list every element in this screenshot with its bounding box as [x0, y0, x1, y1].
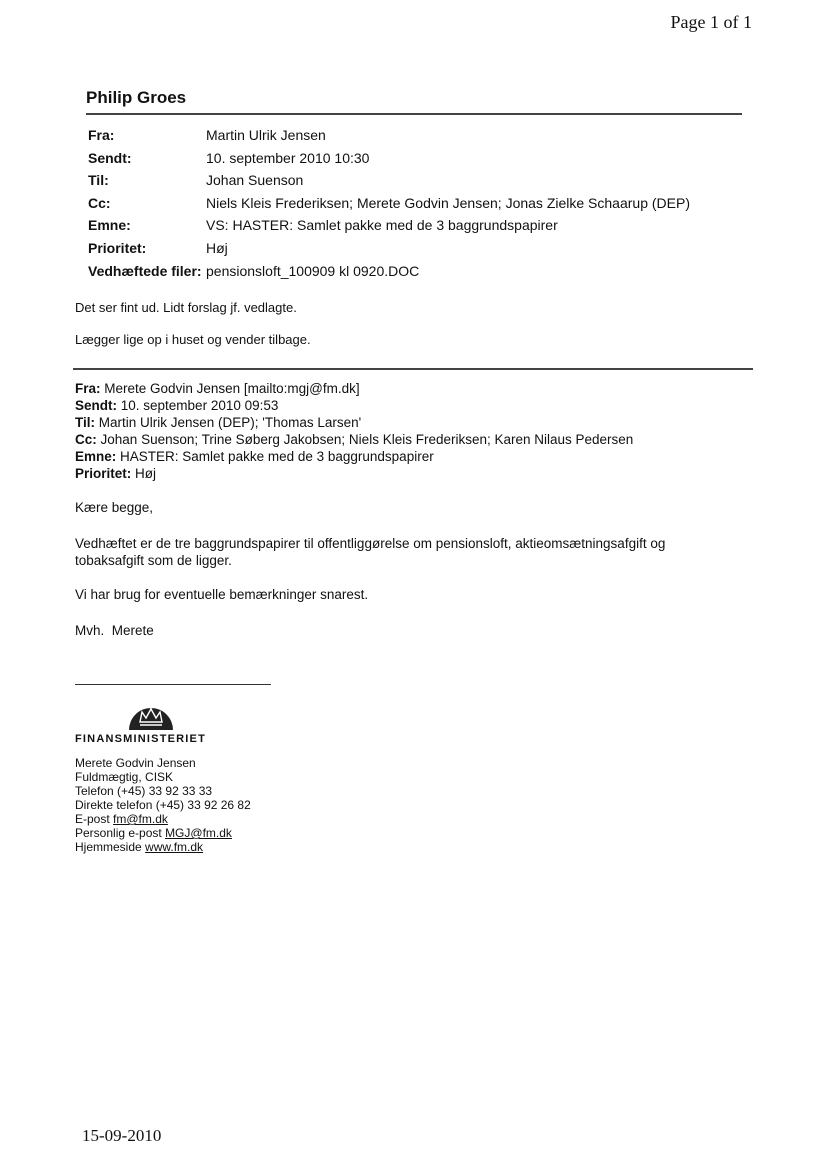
email-header	[88, 124, 690, 282]
forwarded-label: Sendt:	[75, 398, 117, 413]
forwarded-row-sent	[75, 397, 633, 414]
signature-title: Fuldmægtig, CISK	[75, 770, 174, 784]
header-value: Niels Kleis Frederiksen; Merete Godvin Jensen; Jonas Zielke Schaarup (DEP)	[206, 194, 690, 211]
forwarded-label: Cc:	[75, 432, 97, 447]
message-body-line: Lægger lige op i huset og vender tilbage.	[75, 332, 311, 347]
header-row-priority	[88, 237, 690, 260]
ministry-logo-text: FINANSMINISTERIET	[75, 733, 207, 745]
forwarded-request: Vi har brug for eventuelle bemærkninger snarest.	[75, 587, 369, 602]
header-label: Til:	[88, 172, 109, 189]
signature-direct-phone: Direkte telefon (+45) 33 92 26 82	[75, 798, 251, 812]
header-row-to	[88, 169, 690, 192]
header-label: Cc:	[88, 194, 111, 211]
forwarded-value: Johan Suenson; Trine Søberg Jakobsen; Niels Kleis Frederiksen; Karen Nilaus Pedersen	[100, 432, 634, 447]
website-link[interactable]: www.fm.dk	[145, 840, 204, 854]
message-body-line: Det ser fint ud. Lidt forslag jf. vedlagte.	[75, 300, 297, 315]
forwarded-label: Til:	[75, 415, 95, 430]
forwarded-greeting: Kære begge,	[75, 500, 154, 515]
signature-personal-email-row	[75, 826, 251, 840]
forwarded-label: Emne:	[75, 449, 117, 464]
header-value: 10. september 2010 10:30	[206, 149, 370, 166]
header-label: Vedhæftede filer:	[88, 262, 202, 279]
header-label: Fra:	[88, 127, 115, 143]
forward-divider	[73, 368, 753, 370]
sender-name: Philip Groes	[86, 88, 187, 107]
signature-contact	[75, 756, 251, 854]
email-link[interactable]: fm@fm.dk	[113, 812, 168, 826]
header-label: Prioritet:	[88, 239, 147, 256]
forwarded-value: 10. september 2010 09:53	[120, 398, 279, 413]
forwarded-value: Merete Godvin Jensen [mailto:mgj@fm.dk]	[104, 381, 360, 396]
personal-email-label: Personlig e-post	[75, 826, 162, 840]
header-divider	[86, 113, 742, 115]
header-row-from	[88, 124, 690, 147]
header-row-subject	[88, 214, 690, 237]
attachment-file: pensionsloft_100909 kl 0920.DOC	[206, 262, 420, 279]
personal-email-link[interactable]: MGJ@fm.dk	[165, 826, 232, 840]
signature-divider	[75, 684, 271, 685]
crown-icon	[120, 700, 182, 735]
forwarded-paragraph: Vedhæftet er de tre baggrundspapirer til offentliggørelse om pensionsloft, aktieomsætningsafgift og tobaksafgift som de ligger.	[75, 536, 666, 568]
header-value: Martin Ulrik Jensen	[206, 127, 326, 143]
header-row-attachments	[88, 260, 690, 283]
forwarded-row-cc	[75, 431, 633, 448]
header-label: Sendt:	[88, 149, 132, 166]
forwarded-row-to	[75, 414, 633, 431]
signature-phone: Telefon (+45) 33 92 33 33	[75, 784, 213, 798]
signature-email-row	[75, 812, 251, 826]
forwarded-value: HASTER: Samlet pakke med de 3 baggrundspapirer	[120, 449, 434, 464]
forwarded-row-priority	[75, 465, 633, 482]
page-number: Page 1 of 1	[670, 12, 752, 32]
forwarded-row-from	[75, 380, 633, 397]
forwarded-value: Martin Ulrik Jensen (DEP); 'Thomas Larsen'	[98, 415, 362, 430]
forwarded-header	[75, 380, 633, 482]
forwarded-signoff: Mvh. Merete	[75, 623, 154, 638]
signature-website-row	[75, 840, 251, 854]
footer-date: 15-09-2010	[82, 1126, 162, 1145]
forwarded-value: Høj	[135, 466, 157, 481]
forwarded-label: Prioritet:	[75, 466, 132, 481]
website-label: Hjemmeside	[75, 840, 142, 854]
header-label: Emne:	[88, 217, 131, 234]
email-label: E-post	[75, 812, 110, 826]
header-value: Johan Suenson	[206, 172, 304, 189]
header-value: VS: HASTER: Samlet pakke med de 3 baggrundspapirer	[206, 217, 558, 234]
forwarded-label: Fra:	[75, 381, 101, 396]
header-row-sent	[88, 147, 690, 170]
header-row-cc	[88, 192, 690, 215]
signature-name: Merete Godvin Jensen	[75, 756, 196, 770]
header-value: Høj	[206, 239, 228, 256]
forwarded-row-subject	[75, 448, 633, 465]
